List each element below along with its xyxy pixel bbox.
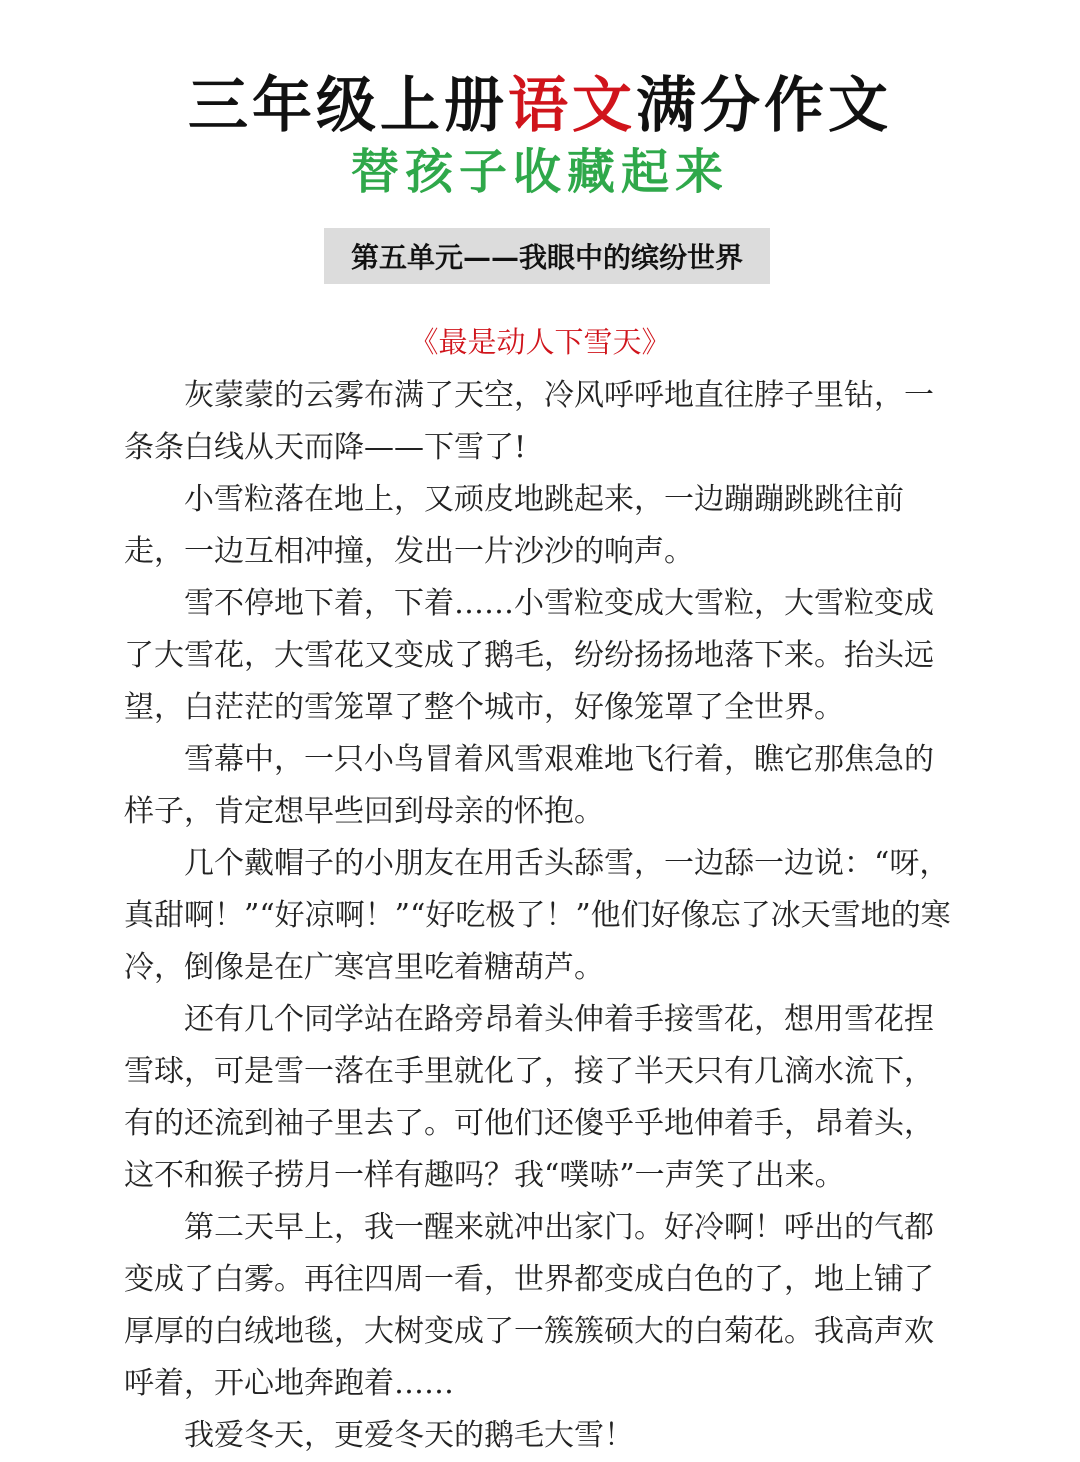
essay-paragraph: 几个戴帽子的小朋友在用舌头舔雪，一边舔一边说：“呀，真甜啊！”“好凉啊！”“好吃极了！”他们好像忘了冰天雪地的寒冷，倒像是在广寒宫里吃着糖葫芦。 [124,846,951,985]
essay-paragraph: 雪幕中，一只小鸟冒着风雪艰难地飞行着，瞧它那焦急的样子，肯定想早些回到母亲的怀抱。 [124,742,934,829]
unit-label: 第五单元——我眼中的缤纷世界 [324,228,770,284]
essay-paragraph: 灰蒙蒙的云雾布满了天空，冷风呼呼地直往脖子里钻，一条条白线从天而降——下雪了! [124,378,934,465]
title-part-1: 三年级上册 [188,71,508,141]
essay-paragraph: 雪不停地下着，下着……小雪粒变成大雪粒，大雪粒变成了大雪花，大雪花又变成了鹅毛，纷纷扬扬地落下来。抬头远望，白茫茫的雪笼罩了整个城市，好像笼罩了全世界。 [124,586,934,725]
page-title [0,66,1080,146]
page-subtitle: 替孩子收藏起来 [350,144,729,200]
essay-paragraph: 还有几个同学站在路旁昂着头伸着手接雪花，想用雪花捏雪球，可是雪一落在手里就化了，接了半天只有几滴水流下，有的还流到袖子里去了。可他们还傻乎乎地伸着手，昂着头，这不和猴子捞月一样有趣吗？我“噗哧”一声笑了出来。 [124,1002,934,1193]
title-highlight: 语文 [508,71,636,141]
essay-title: 《最是动人下雪天》 [409,325,671,359]
essay-body [124,370,956,1462]
title-part-2: 满分作文 [636,71,892,141]
essay-paragraph: 小雪粒落在地上，又顽皮地跳起来，一边蹦蹦跳跳往前走，一边互相冲撞，发出一片沙沙的响声。 [124,482,904,569]
essay-paragraph: 我爱冬天，更爱冬天的鹅毛大雪！ [184,1418,634,1453]
essay-paragraph: 第二天早上，我一醒来就冲出家门。好冷啊！呼出的气都变成了白雾。再往四周一看，世界都变成白色的了，地上铺了厚厚的白绒地毯，大树变成了一簇簇硕大的白菊花。我高声欢呼着，开心地奔跑着…… [124,1210,934,1401]
